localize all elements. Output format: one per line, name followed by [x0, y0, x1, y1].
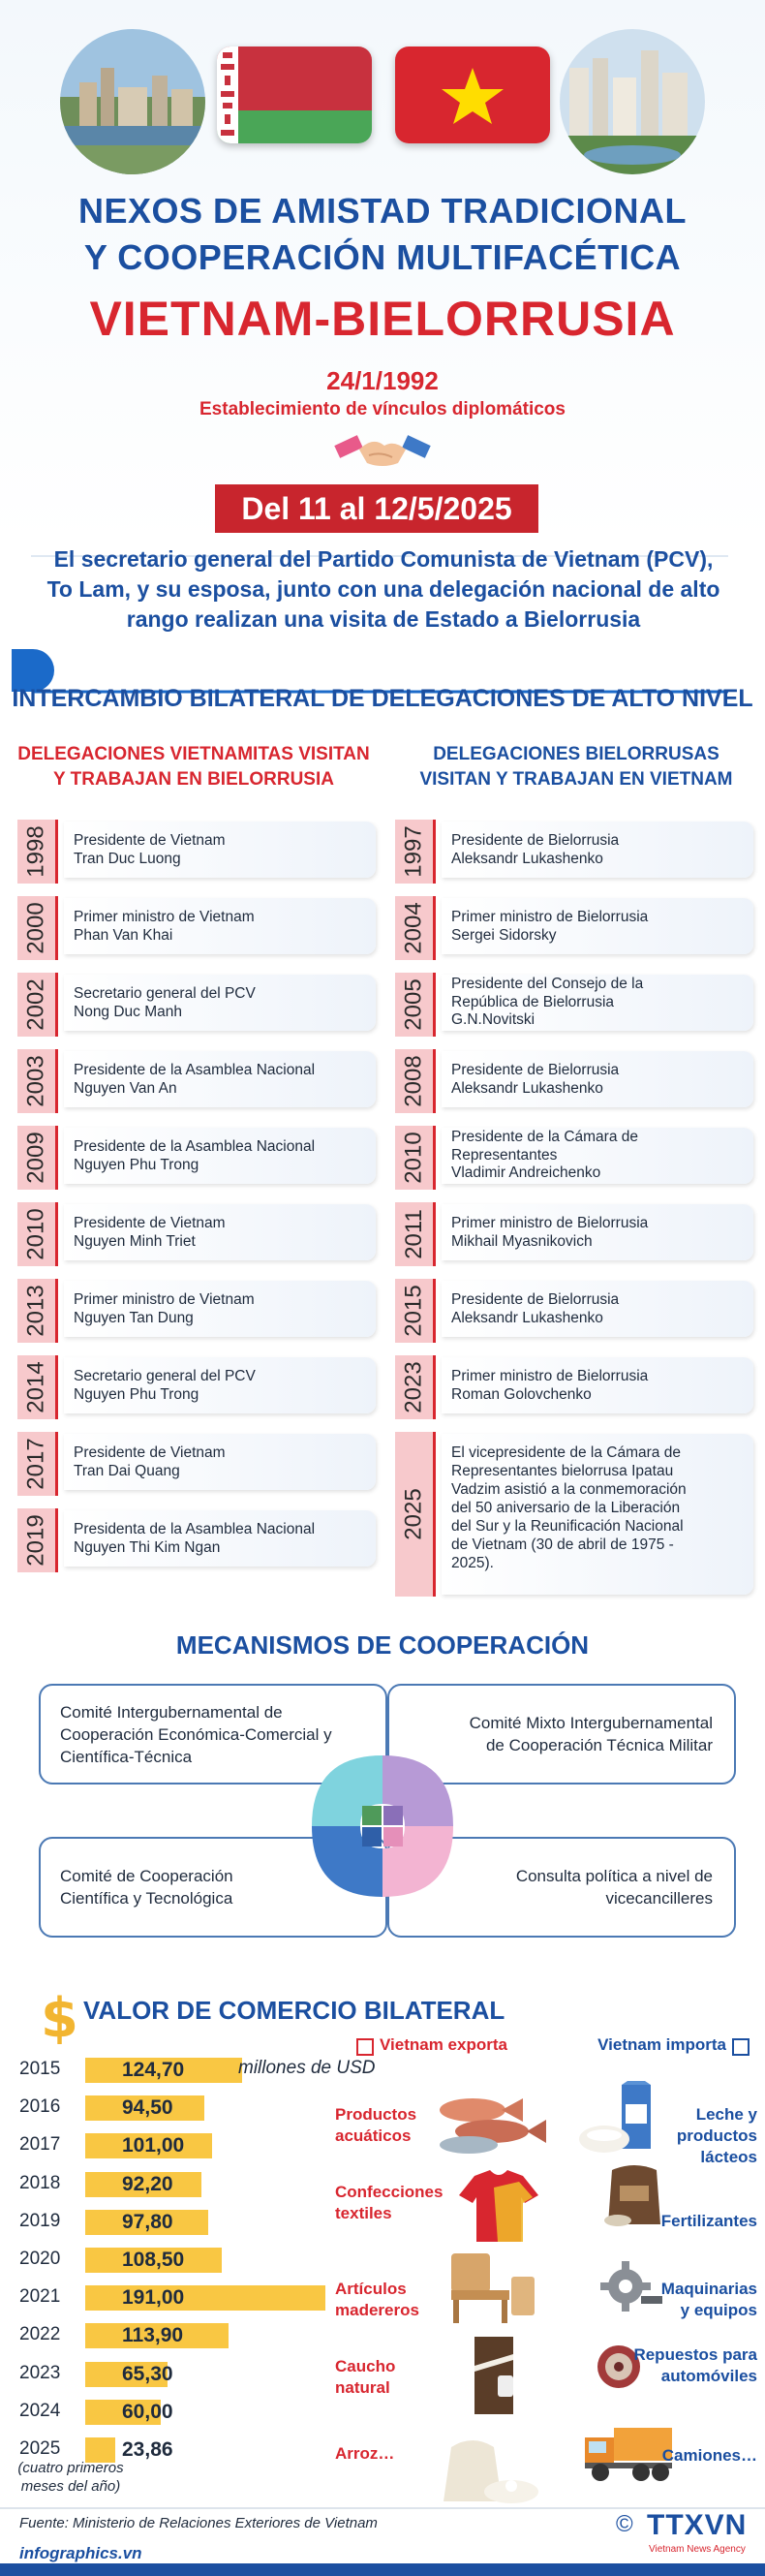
trade-value-label: 113,90	[122, 2324, 184, 2347]
by-year-tab	[395, 1126, 436, 1190]
import-1-line-3: lácteos	[700, 2148, 757, 2166]
trade-title: VALOR DE COMERCIO BILATERAL	[83, 1996, 505, 2025]
by-delegation-card	[442, 1051, 753, 1107]
by-delegation-line: del Sur y la Reunificación Nacional	[451, 1518, 684, 1535]
import-3-line-2: y equipos	[680, 2301, 757, 2319]
minsk-city-photo	[60, 29, 205, 174]
relations-date: 24/1/1992	[326, 366, 439, 395]
trade-value-label: 108,50	[122, 2249, 185, 2271]
vn-delegation-entry	[17, 973, 378, 1033]
trade-year-label: 2016	[19, 2096, 61, 2118]
export-2-line-2: textiles	[335, 2204, 392, 2222]
trade-year-label: 2017	[19, 2134, 61, 2156]
belarus-flag	[217, 47, 372, 143]
mechanism-2-line-2: de Cooperación Técnica Militar	[485, 1736, 713, 1754]
by-delegation-line: El vicepresidente de la Cámara de	[451, 1444, 681, 1461]
import-item-5	[593, 2445, 757, 2467]
import-3-line-1: Maquinarias	[660, 2280, 757, 2298]
vn-delegation-entry	[17, 820, 378, 880]
mechanism-4-line-2: vicecancilleres	[605, 1889, 713, 1908]
by-delegation-line: Aleksandr Lukashenko	[451, 851, 603, 867]
export-legend-label: Vietnam exporta	[380, 2035, 507, 2054]
by-year-label: 2008	[400, 1055, 427, 1107]
vn-delegation-card	[64, 1281, 376, 1337]
by-delegation-line: Aleksandr Lukashenko	[451, 1080, 603, 1097]
by-delegation-card	[442, 898, 753, 954]
by-year-label: 2023	[400, 1361, 427, 1413]
ttxvn-logo: TTXVN	[647, 2509, 748, 2541]
vn-delegation-line: Presidente de Vietnam	[74, 1215, 226, 1231]
vn-year-label: 2002	[22, 978, 49, 1031]
vn-year-tab	[17, 1508, 58, 1572]
by-delegation-line: Presidente del Consejo de la	[451, 976, 644, 992]
export-item-5	[335, 2443, 394, 2465]
by-delegation-line: Primer ministro de Bielorrusia	[451, 909, 649, 925]
trade-year-label: 2018	[19, 2172, 61, 2193]
import-4-line-2: automóviles	[660, 2367, 757, 2385]
trade-year-label: 2023	[19, 2362, 61, 2383]
vn-year-label: 2010	[22, 1208, 49, 1260]
vn-delegation-card	[64, 1051, 376, 1107]
vn-year-tab	[17, 1432, 58, 1496]
by-delegation-line: Roman Golovchenko	[451, 1386, 592, 1403]
export-1-line-2: acuáticos	[335, 2126, 412, 2145]
vn-delegation-line: Presidente de Vietnam	[74, 1444, 226, 1461]
vn-delegation-line: Tran Duc Luong	[74, 851, 181, 867]
export-item-3	[335, 2279, 419, 2321]
trade-value-label: 65,30	[122, 2362, 173, 2385]
title-line-2: Y COOPERACIÓN MULTIFACÉTICA	[83, 237, 682, 277]
by-delegation-line: G.N.Novitski	[451, 1011, 536, 1028]
dollar-icon	[37, 1986, 85, 2044]
intro-line-1: El secretario general del Partido Comunista de Vietnam (PCV),	[53, 546, 714, 572]
shirt-icon	[455, 2168, 542, 2250]
cooperation-flower-icon	[302, 1746, 463, 1907]
export-3-line-2: madereros	[335, 2301, 419, 2319]
import-item-3	[593, 2279, 757, 2321]
vn-delegation-line: Nguyen Tan Dung	[74, 1310, 194, 1326]
svg-text:$: $	[41, 1987, 78, 2044]
trade-year-label: 2020	[19, 2249, 61, 2269]
vn-delegation-line: Tran Dai Quang	[74, 1463, 180, 1479]
vn-delegation-line: Primer ministro de Vietnam	[74, 909, 255, 925]
trade-year-label: 2025	[19, 2438, 61, 2459]
wooden-chair-icon	[442, 2248, 538, 2330]
import-item-2	[593, 2211, 757, 2232]
site-link[interactable]: infographics.vn	[19, 2544, 142, 2562]
vn-year-tab	[17, 1049, 58, 1113]
visit-date-banner: Del 11 al 12/5/2025	[215, 484, 538, 533]
by-year-label: 2015	[400, 1285, 427, 1337]
by-delegation-entry	[395, 1355, 755, 1415]
by-year-tab	[395, 1049, 436, 1113]
hanoi-city-photo	[560, 29, 705, 174]
mechanisms-title: MECANISMOS DE COOPERACIÓN	[175, 1630, 590, 1660]
by-delegation-line: Vadzim asistió a la conmemoración	[451, 1481, 687, 1498]
by-year-label: 2005	[400, 978, 427, 1031]
exchange-section-title: INTERCAMBIO BILATERAL DE DELEGACIONES DE ALTO NIVEL	[12, 685, 753, 712]
vn-delegation-card	[64, 1434, 376, 1490]
export-4-line-2: natural	[335, 2378, 390, 2397]
vn-delegation-entry	[17, 1432, 378, 1492]
rice-sack-icon	[434, 2428, 540, 2510]
fish-icon	[434, 2081, 548, 2163]
mechanism-1-line-2: Cooperación Económica-Comercial y	[60, 1724, 332, 1744]
by-delegation-line: de Vietnam (30 de abril de 1975 -	[451, 1536, 674, 1553]
vn-year-label: 2009	[22, 1132, 49, 1184]
vn-year-tab	[17, 896, 58, 960]
relations-caption: Establecimiento de vínculos diplomáticos	[199, 399, 566, 419]
by-delegations-title	[392, 742, 760, 792]
note-2025-line-1: (cuatro primeros	[17, 2460, 124, 2476]
footer-band	[0, 2563, 765, 2576]
mechanism-3-line-1: Comité de Cooperación	[60, 1867, 233, 1885]
vn-year-label: 2014	[22, 1361, 49, 1413]
vn-delegation-card	[64, 975, 376, 1031]
by-delegation-card	[442, 1357, 753, 1413]
by-delegation-line: Representantes bielorrusa Ipatau	[451, 1463, 674, 1479]
export-item-4	[335, 2356, 395, 2399]
trade-value-label: 101,00	[122, 2134, 185, 2157]
vn-delegation-entry	[17, 896, 378, 956]
vn-delegation-line: Presidente de la Asamblea Nacional	[74, 1138, 316, 1155]
vn-year-tab	[17, 820, 58, 884]
vn-year-tab	[17, 1355, 58, 1419]
import-item-1	[593, 2104, 757, 2168]
trade-year-label: 2019	[19, 2210, 61, 2231]
trade-year-label: 2021	[19, 2286, 61, 2308]
trade-value-label: 60,00	[122, 2400, 173, 2423]
by-delegation-card	[442, 822, 753, 878]
vn-delegation-entry	[17, 1355, 378, 1415]
vn-delegation-entry	[17, 1202, 378, 1262]
by-delegation-line: Mikhail Myasnikovich	[451, 1233, 593, 1250]
by-year-label: 2010	[400, 1132, 427, 1184]
vn-delegation-line: Nguyen Phu Trong	[74, 1386, 199, 1403]
import-legend-box	[732, 2038, 750, 2056]
by-delegation-card	[442, 1434, 753, 1595]
mechanism-3-line-2: Científica y Tecnológica	[60, 1889, 233, 1908]
import-legend-label: Vietnam importa	[597, 2035, 726, 2054]
vietnam-flag	[395, 47, 550, 143]
import-1-line-1: Leche y	[695, 2105, 757, 2124]
intro-line-3: rango realizan una visita de Estado a Bielorrusia	[126, 606, 641, 632]
export-2-line-1: Confecciones	[335, 2183, 444, 2201]
vn-year-tab	[17, 1202, 58, 1266]
by-delegation-entry	[395, 1126, 755, 1186]
vn-delegation-line: Secretario general del PCV	[74, 1368, 256, 1384]
intro-line-2: To Lam, y su esposa, junto con una delegación nacional de alto	[46, 576, 720, 602]
vn-year-tab	[17, 973, 58, 1037]
by-delegation-entry	[395, 820, 755, 880]
trade-unit-note: millones de USD	[238, 2058, 376, 2078]
export-item-1	[335, 2104, 416, 2147]
by-delegation-line: Vladimir Andreichenko	[451, 1164, 601, 1181]
copyright-symbol: ©	[616, 2511, 633, 2537]
source-text: Fuente: Ministerio de Relaciones Exteriores de Vietnam	[19, 2515, 378, 2531]
vn-delegation-card	[64, 1204, 376, 1260]
by-year-label: 2011	[400, 1209, 427, 1259]
by-year-tab	[395, 1202, 436, 1266]
trade-value-label: 92,20	[122, 2172, 173, 2195]
trade-year-label: 2024	[19, 2400, 61, 2421]
vn-delegations-title	[10, 742, 378, 792]
trade-value-label: 191,00	[122, 2286, 185, 2310]
by-title-line-1: DELEGACIONES BIELORRUSAS	[433, 744, 719, 764]
trade-value-label: 23,86	[122, 2438, 173, 2461]
by-year-tab	[395, 1355, 436, 1419]
vn-delegation-entry	[17, 1126, 378, 1186]
export-1-line-1: Productos	[335, 2105, 417, 2124]
export-legend-box	[356, 2038, 374, 2056]
trade-value-label: 94,50	[122, 2096, 173, 2120]
by-delegation-line: Representantes	[451, 1146, 558, 1164]
by-delegation-line: del 50 aniversario de la Liberación	[451, 1500, 681, 1516]
by-delegation-line: Primer ministro de Bielorrusia	[451, 1368, 649, 1384]
vn-delegation-line: Presidente de Vietnam	[74, 832, 226, 849]
vn-year-tab	[17, 1126, 58, 1190]
vn-delegation-line: Nguyen Phu Trong	[74, 1157, 199, 1173]
trade-2025-note	[8, 2459, 134, 2496]
vn-delegation-line: Nguyen Minh Triet	[74, 1233, 196, 1250]
vn-delegation-entry	[17, 1279, 378, 1339]
mechanism-1-line-3: Científica-Técnica	[60, 1747, 193, 1766]
vn-title-line-2: Y TRABAJAN EN BIELORRUSIA	[53, 769, 334, 790]
vn-delegation-card	[64, 822, 376, 878]
vn-delegation-entry	[17, 1049, 378, 1109]
vn-year-label: 2019	[22, 1514, 49, 1567]
by-year-label: 1997	[400, 825, 427, 878]
vn-title-line-1: DELEGACIONES VIETNAMITAS VISITAN	[17, 744, 370, 764]
handshake-icon	[334, 426, 431, 475]
vn-delegation-line: Primer ministro de Vietnam	[74, 1291, 255, 1308]
mechanism-4-line-1: Consulta política a nivel de	[515, 1867, 713, 1885]
export-3-line-1: Artículos	[335, 2280, 407, 2298]
import-5-line-1: Camiones…	[661, 2446, 757, 2465]
by-delegation-card	[442, 1281, 753, 1337]
by-delegation-line: República de Bielorrusia	[451, 993, 615, 1010]
by-delegation-card	[442, 1204, 753, 1260]
by-delegation-card	[442, 975, 753, 1031]
import-2-line-1: Fertilizantes	[660, 2212, 757, 2230]
intro-block	[12, 544, 755, 699]
trade-year-label: 2015	[19, 2059, 61, 2079]
by-delegation-entry	[395, 1279, 755, 1339]
import-4-line-1: Repuestos para	[633, 2345, 757, 2364]
by-delegation-line: Primer ministro de Bielorrusia	[451, 1215, 649, 1231]
by-delegation-line: 2025).	[451, 1555, 494, 1571]
mechanism-2-line-1: Comité Mixto Intergubernamental	[469, 1714, 713, 1732]
export-4-line-1: Caucho	[335, 2357, 396, 2375]
vn-year-tab	[17, 1279, 58, 1343]
by-delegation-entry	[395, 1202, 755, 1262]
vn-delegation-line: Nguyen Thi Kim Ngan	[74, 1539, 221, 1556]
rubber-tree-icon	[455, 2337, 533, 2419]
note-2025-line-2: meses del año)	[20, 2478, 121, 2495]
vn-delegation-line: Nong Duc Manh	[74, 1004, 183, 1020]
vn-delegation-card	[64, 898, 376, 954]
by-year-tab	[395, 896, 436, 960]
vn-delegation-card	[64, 1128, 376, 1184]
by-year-tab	[395, 973, 436, 1037]
export-item-2	[335, 2182, 443, 2224]
mechanism-1-line-1: Comité Intergubernamental de	[60, 1702, 283, 1722]
by-year-label: 2004	[400, 902, 427, 954]
by-year-tab	[395, 820, 436, 884]
vn-delegation-line: Presidenta de la Asamblea Nacional	[74, 1521, 316, 1537]
import-1-line-2: productos	[676, 2126, 757, 2145]
main-title: VIETNAM-BIELORRUSIA	[89, 292, 676, 346]
by-delegation-line: Presidente de Bielorrusia	[451, 1291, 620, 1308]
by-delegation-entry	[395, 1049, 755, 1109]
vn-delegation-card	[64, 1357, 376, 1413]
by-year-tab	[395, 1279, 436, 1343]
trade-year-label: 2022	[19, 2324, 61, 2345]
ttxvn-logo-subtitle: Vietnam News Agency	[649, 2544, 746, 2555]
by-title-line-2: VISITAN Y TRABAJAN EN VIETNAM	[419, 769, 733, 790]
by-delegation-line: Sergei Sidorsky	[451, 927, 557, 944]
vn-year-label: 1998	[22, 825, 49, 878]
vn-delegation-card	[64, 1510, 376, 1567]
vn-year-label: 2000	[22, 902, 49, 954]
by-delegation-entry	[395, 973, 755, 1033]
by-delegation-entry	[395, 896, 755, 956]
by-delegation-entry	[395, 1432, 755, 1597]
by-delegation-card	[442, 1128, 753, 1184]
vn-delegation-line: Secretario general del PCV	[74, 985, 256, 1002]
vn-delegation-line: Nguyen Van An	[74, 1080, 177, 1097]
by-delegation-line: Aleksandr Lukashenko	[451, 1310, 603, 1326]
vn-year-label: 2003	[22, 1055, 49, 1107]
by-delegation-line: Presidente de la Cámara de	[451, 1129, 639, 1145]
import-item-4	[593, 2344, 757, 2387]
export-5-line-1: Arroz…	[335, 2444, 395, 2463]
vn-year-label: 2017	[22, 1438, 49, 1490]
vn-delegation-entry	[17, 1508, 378, 1568]
vn-year-label: 2013	[22, 1285, 49, 1337]
vn-delegation-line: Presidente de la Asamblea Nacional	[74, 1062, 316, 1078]
title-line-1: NEXOS DE AMISTAD TRADICIONAL	[77, 191, 687, 231]
by-year-tab	[395, 1432, 436, 1597]
vn-delegation-line: Phan Van Khai	[74, 927, 173, 944]
trade-value-label: 97,80	[122, 2210, 173, 2233]
by-delegation-line: Presidente de Bielorrusia	[451, 1062, 620, 1078]
trade-value-label: 124,70	[122, 2059, 185, 2081]
by-year-label: 2025	[400, 1488, 427, 1540]
by-delegation-line: Presidente de Bielorrusia	[451, 832, 620, 849]
